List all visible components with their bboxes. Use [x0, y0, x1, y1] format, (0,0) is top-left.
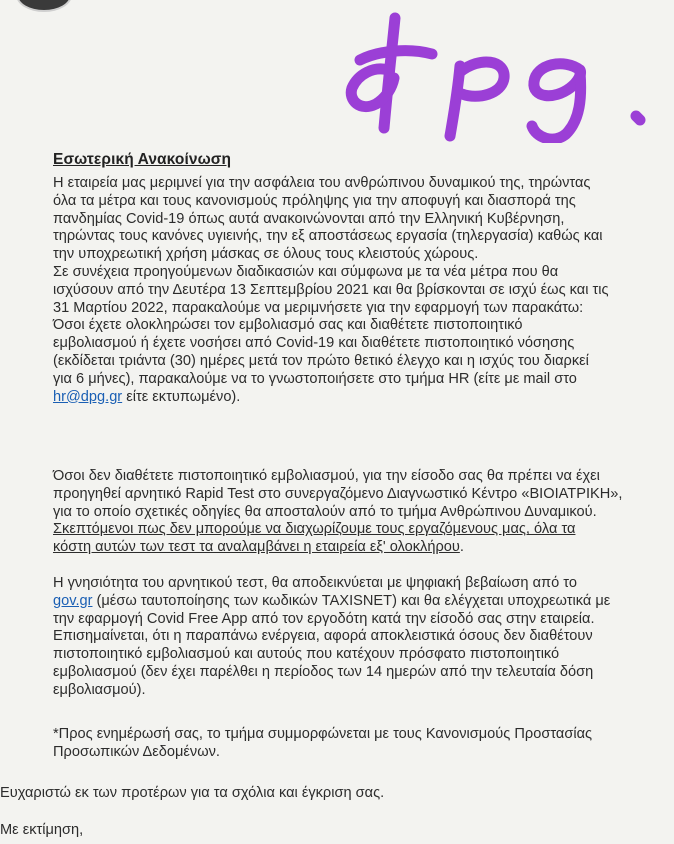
text-line: την υποχρεωτική χρήση μάσκας σε όλους τους κλειστούς χώρους.	[53, 246, 479, 263]
text-line: για 6 μήνες), παρακαλούμε να το γνωστοποιήσετε στο τμήμα HR (είτε με mail στο	[53, 370, 577, 387]
paragraph-intro	[53, 175, 669, 406]
text-line: Η γνησιότητα του αρνητικού τεστ, θα αποδεικνύεται με ψηφιακή βεβαίωση από το	[53, 575, 577, 591]
text-line: *Προς ενημέρωσή σας, το τμήμα συμμορφώνεται με τους Κανονισμούς Προστασίας	[53, 726, 593, 742]
text-line	[53, 539, 669, 557]
text-line: Όσοι έχετε ολοκληρώσει τον εμβολιασμό σας και διαθέτετε πιστοποιητικό	[53, 317, 523, 334]
dpg-logo	[340, 8, 670, 143]
text-line: εμβολιασμού ή έχετε νοσήσει από Covid-19 και διαθέτετε πιστοποιητικό νόσησης	[53, 335, 575, 352]
paragraph-privacy-note	[53, 726, 669, 762]
text-line: Σκεπτόμενοι πως δεν μπορούμε να διαχωρίζουμε τους εργαζόμενους μας, όλα τα	[53, 521, 576, 538]
page-title: Εσωτερική Ανακοίνωση	[53, 151, 232, 168]
text-line: για το οποίο σχετικές οδηγίες θα αποσταλούν από το τμήμα Ανθρώπινου Δυναμικού.	[53, 503, 597, 520]
text-span: (μέσω ταυτοποίησης των κωδικών TAXISNET) και θα ελέγχεται υποχρεωτικά με	[92, 592, 611, 609]
text-line: (εκδίδεται τριάντα (30) ημέρες μετά τον πρώτο θετικό έλεγχο και η ισχύς του διαρκεί	[53, 352, 589, 369]
text-line: εμβολιασμού).	[53, 681, 146, 698]
text-line: Επισημαίνεται, ότι η παραπάνω ενέργεια, αφορά αποκλειστικά όσους δεν διαθέτουν	[53, 628, 593, 645]
text-line: Όσοι δεν διαθέτετε πιστοποιητικό εμβολιασμού, για την είσοδο σας θα πρέπει να έχει	[53, 468, 600, 484]
text-line: ισχύσουν από την Δευτέρα 13 Σεπτεμβρίου 2021 και θα βρίσκονται σε ισχύ έως και τις	[53, 281, 609, 298]
text-line: Σε συνέχεια προηγούμενων διαδικασιών και σύμφωνα με τα νέα μέτρα που θα	[53, 263, 559, 280]
text-line: προηγηθεί αρνητικό Rapid Test στο συνεργαζόμενο Διαγνωστικό Κέντρο «ΒΙΟΙΑΤΡΙΚΗ»,	[53, 485, 623, 502]
text-line: Η εταιρεία μας μεριμνεί για την ασφάλεια του ανθρώπινου δυναμικού της, τηρώντας	[53, 175, 591, 191]
thanks-line: Ευχαριστώ εκ των προτέρων για τα σχόλια και έγκριση σας.	[0, 785, 385, 801]
text-line: πανδημίας Covid-19 όπως αυτά ανακοινώνονται από την Ελληνική Κυβέρνηση,	[53, 210, 565, 227]
avatar[interactable]	[16, 0, 72, 12]
text-span: .	[459, 539, 464, 556]
text-line: τηρώντας τους κανόνες υγιεινής, την εξ αποστάσεως εργασία (τηλεργασία) καθώς και	[53, 228, 603, 245]
underlined-text: κόστη αυτών των τεστ τα αναλαμβάνει η εταιρεία εξ' ολοκλήρου	[53, 539, 460, 556]
text-line: όλα τα μέτρα και τους κανονισμούς πρόληψης για την αποφυγή και διασπορά της	[53, 192, 576, 209]
text-line	[53, 389, 669, 407]
text-line: 31 Μαρτίου 2022, παρακαλούμε να μεριμνήσετε για την εφαρμογή των παρακάτω:	[53, 299, 584, 316]
text-line	[53, 593, 669, 611]
regards-line: Με εκτίμηση,	[0, 822, 84, 838]
text-line: εμβολιασμού (δεν έχει παρέλθει η περίοδος των 14 ημερών από την τελευταία δόση	[53, 663, 594, 680]
text-line: πιστοποιητικό εμβολιασμού και αυτούς που κατέχουν πρόσφατο πιστοποιητικό	[53, 646, 560, 663]
text-line: την εφαρμογή Covid Free App από τον εργοδότη κατά την είσοδό σας στην εταιρεία.	[53, 610, 595, 627]
text-line: Προσωπικών Δεδομένων.	[53, 743, 220, 760]
paragraph-rapid-test	[53, 468, 669, 557]
paragraph-validity	[53, 575, 669, 700]
text-span: είτε εκτυπωμένο).	[122, 388, 241, 405]
email-link[interactable]: hr@dpg.gr	[53, 388, 123, 405]
gov-gr-link[interactable]: gov.gr	[53, 592, 93, 609]
